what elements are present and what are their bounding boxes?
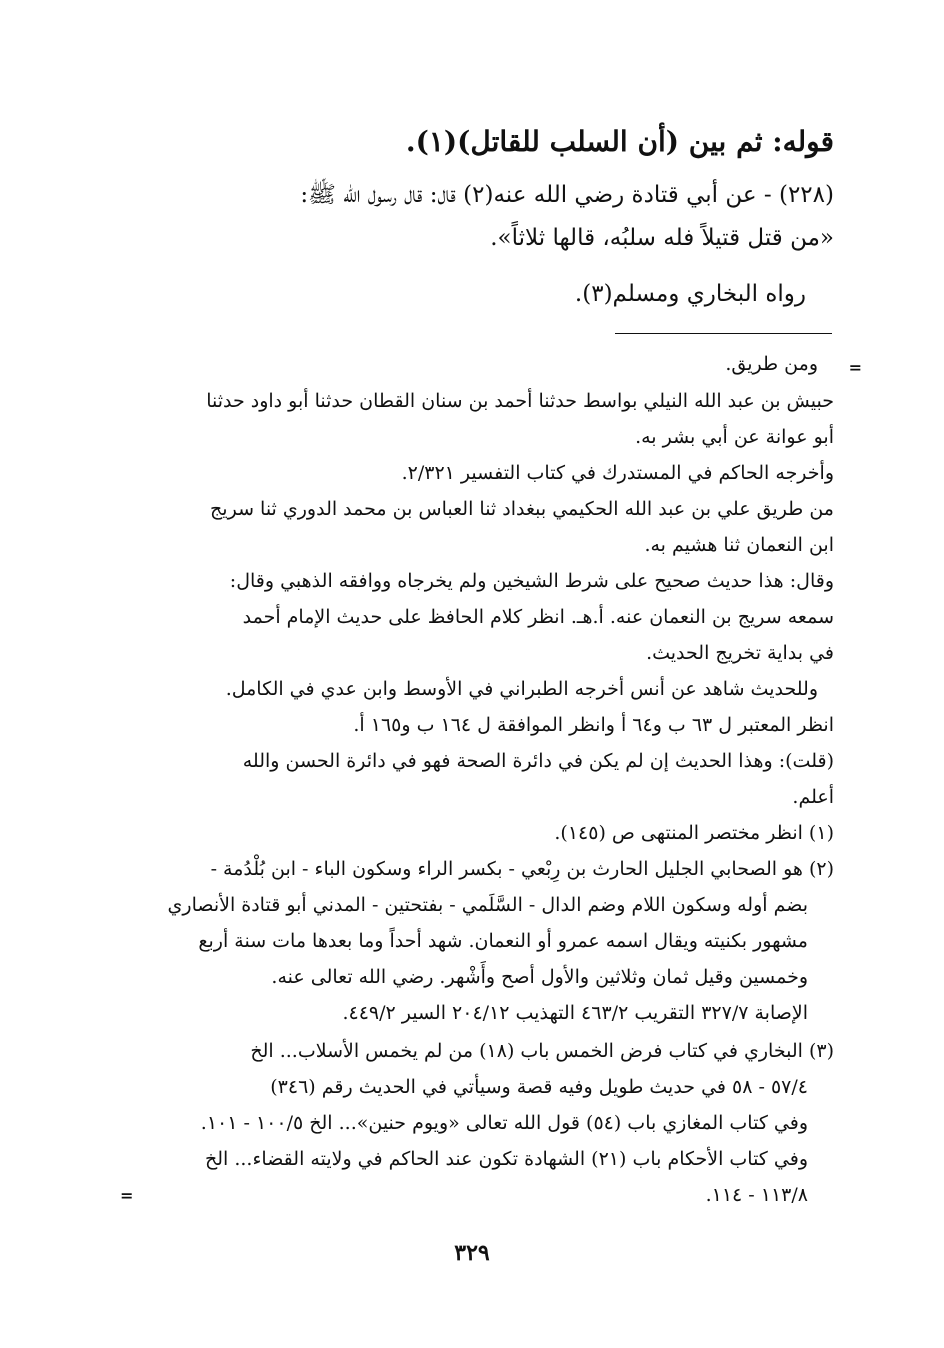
section-heading: قوله: ثم بين (أن السلب للقاتل)(١). [405, 125, 834, 158]
footnote-line: (قلت): وهذا الحديث إن لم يكن في دائرة الصحة فهو في دائرة الحسن والله [242, 750, 834, 772]
footnote-line: حبيش بن عبد الله النيلي بواسط حدثنا أحمد بن سنان القطان حدثنا أبو داود حدثنا [206, 390, 834, 412]
footnote-line: وخمسين وقيل ثمان وثلاثين والأول أصح وأَشْهر. رضي الله تعالى عنه. [271, 966, 808, 988]
footnote-line: وفي كتاب الأحكام باب (٢١) الشهادة تكون عند الحاكم في ولايته القضاء... الخ [204, 1148, 808, 1170]
footnote-line: مشهور بكنيته ويقال اسمه عمرو أو النعمان. شهد أحداً وما بعدها مات سنة أربع [198, 930, 808, 952]
footnote-line: أبو عوانة عن أبي بشر به. [635, 426, 834, 448]
footnote-line: (٣) البخاري في كتاب فرض الخمس باب (١٨) من لم يخمس الأسلاب... الخ [250, 1040, 834, 1062]
page-number: ٣٢٩ [454, 1240, 490, 1266]
footnote-line: وفي كتاب المغازي باب (٥٤) قول الله تعالى «ويوم حنين»... الخ ١٠٠/٥ - ١٠١. [200, 1112, 808, 1134]
footnote-line: الإصابة ٣٢٧/٧ التقريب ٤٦٣/٢ التهذيب ٢٠٤/١٢ السير ٤٤٩/٢. [342, 1002, 808, 1024]
footnote-line: في بداية تخريج الحديث. [646, 642, 834, 664]
continuation-mark: = [848, 358, 862, 377]
footnote-line: (٢) هو الصحابي الجليل الحارث بن رِبْعي - بكسر الراء وسكون الباء - ابن بُلْدُمة - [210, 858, 834, 880]
footnote-line: من طريق علي بن عبد الله الحكيمي ببغداد ثنا العباس بن محمد الدوري ثنا سريج [210, 498, 834, 520]
continuation-mark: = [120, 1186, 134, 1205]
footnote-line: وأخرجه الحاكم في المستدرك في كتاب التفسير ٢/٣٢١. [401, 462, 834, 484]
footnote-line: بضم أوله وسكون اللام وضم الدال - السَّلَمي - بفتحتين - المدني أبو قتادة الأنصاري [167, 894, 808, 916]
footnote-line: ابن النعمان ثنا هشيم به. [644, 534, 834, 556]
footnote-line: سمعه سريج بن النعمان عنه. أ.هـ. انظر كلام الحافظ على حديث الإمام أحمد [242, 606, 834, 628]
footnote-line: ومن طريق. [725, 353, 818, 375]
footnote-line: انظر المعتبر ل ٦٣ ب و٦٤ أ وانظر الموافقة ل ١٦٤ ب و١٦٥ أ. [353, 714, 834, 736]
footnote-line: أعلم. [792, 786, 834, 808]
footnote-line: وقال: هذا حديث صحيح على شرط الشيخين ولم يخرجاه ووافقه الذهبي وقال: [229, 570, 834, 592]
hadith-line: (٢٢٨) - عن أبي قتادة رضي الله عنه(٢) قال: قال رسول الله ﷺ: [300, 182, 834, 208]
footnote-line: ١١٣/٨ - ١١٤. [705, 1184, 808, 1206]
footnote-line: (١) انظر مختصر المنتهى ص (١٤٥). [554, 822, 834, 844]
footnote-line: ٥٧/٤ - ٥٨ في حديث طويل وفيه قصة وسيأتي في الحديث رقم (٣٤٦) [270, 1076, 808, 1098]
footnote-separator [615, 333, 832, 334]
hadith-line: «من قتل قتيلاً فله سلبُه، قالها ثلاثاً». [490, 225, 834, 251]
hadith-source-line: رواه البخاري ومسلم(٣). [574, 281, 806, 307]
footnote-line: وللحديث شاهد عن أنس أخرجه الطبراني في الأوسط وابن عدي في الكامل. [225, 678, 818, 700]
